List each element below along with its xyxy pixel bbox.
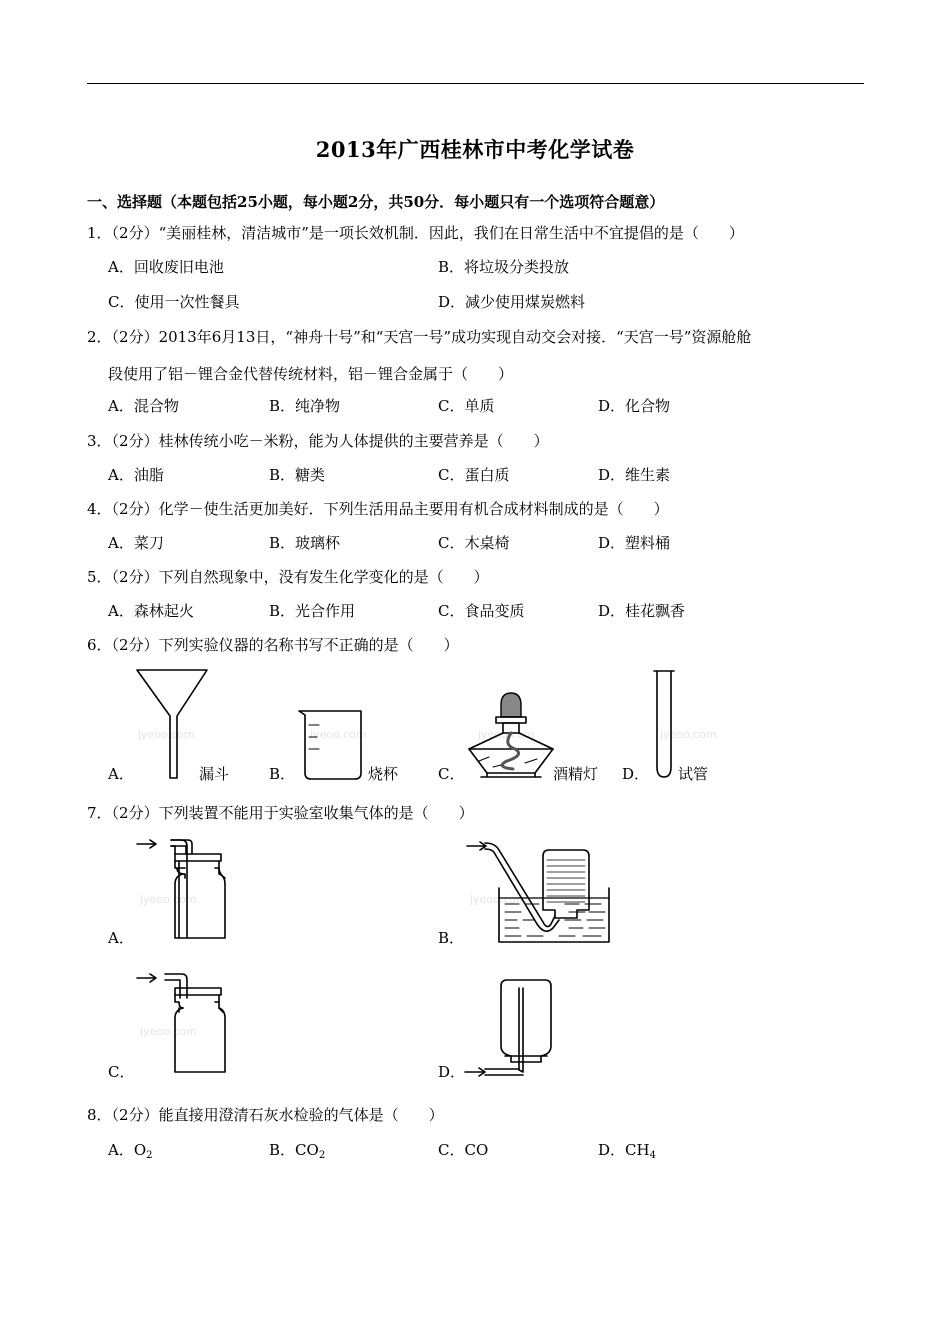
watermark: jyeoo.com <box>310 728 367 741</box>
section-heading: 一、选择题（本题包括25小题，每小题2分，共50分．每小题只有一个选项符合题意） <box>87 193 665 211</box>
top-rule <box>87 83 864 84</box>
watermark: jyeoo.com <box>140 893 197 906</box>
question-2-cont: 段使用了铝－锂合金代替传统材料，铝－锂合金属于（ ） <box>108 365 514 383</box>
q6-option-a[interactable]: A． <box>108 765 134 783</box>
watermark: jyeoo.com <box>470 893 527 906</box>
q4-option-c[interactable]: C．木桌椅 <box>438 534 510 552</box>
q3-option-b[interactable]: B．糖类 <box>269 466 326 484</box>
alcohol-lamp-icon <box>465 691 555 783</box>
q4-option-a[interactable]: A．菜刀 <box>108 534 164 552</box>
instrument-name-beaker: 烧杯 <box>368 765 399 783</box>
water-trough-icon <box>465 838 615 948</box>
watermark: jyeoo.com <box>660 728 717 741</box>
question-8: 8．（2分）能直接用澄清石灰水检验的气体是（ ） <box>87 1106 444 1124</box>
q8-option-c[interactable]: C．CO <box>438 1141 489 1159</box>
q7-option-d[interactable]: D． <box>438 1063 466 1081</box>
gas-bottle-icon <box>135 834 235 946</box>
q5-option-a[interactable]: A．森林起火 <box>108 602 194 620</box>
q5-option-d[interactable]: D．桂花飘香 <box>598 602 686 620</box>
question-7: 7．（2分）下列装置不能用于实验室收集气体的是（ ） <box>87 804 474 822</box>
q7-option-a[interactable]: A． <box>108 929 134 947</box>
question-5: 5．（2分）下列自然现象中，没有发生化学变化的是（ ） <box>87 568 489 586</box>
question-1: 1．（2分）“美丽桂林，清洁城市”是一项长效机制．因此，我们在日常生活中不宜提倡的是（ ） <box>87 224 744 242</box>
gas-bottle-icon <box>135 968 235 1080</box>
question-4: 4．（2分）化学－使生活更加美好．下列生活用品主要用有机合成材料制成的是（ ） <box>87 500 669 518</box>
watermark: jyeoo.com <box>140 1025 197 1038</box>
beaker-icon <box>297 705 369 781</box>
q2-option-a[interactable]: A．混合物 <box>108 397 179 415</box>
q5-option-c[interactable]: C．食品变质 <box>438 602 525 620</box>
q3-option-c[interactable]: C．蛋白质 <box>438 466 510 484</box>
watermark: jyeoo.com <box>478 728 535 741</box>
q8-option-b[interactable]: B．$CO_2$ <box>269 1141 326 1161</box>
q7-option-b[interactable]: B． <box>438 929 465 947</box>
q1-option-b[interactable]: B．将垃圾分类投放 <box>438 258 570 276</box>
instrument-name-alcohol-lamp: 酒精灯 <box>553 765 599 783</box>
question-3: 3．（2分）桂林传统小吃－米粉，能为人体提供的主要营养是（ ） <box>87 432 549 450</box>
q2-option-c[interactable]: C．单质 <box>438 397 495 415</box>
question-2: 2．（2分）2013年6月13日，“神舟十号”和“天宫一号”成功实现自动交会对接．“天宫一号”资源舱舱 <box>87 328 752 346</box>
inverted-bottle-icon <box>463 978 553 1082</box>
instrument-name-test-tube: 试管 <box>678 765 709 783</box>
q5-option-b[interactable]: B．光合作用 <box>269 602 356 620</box>
q1-option-a[interactable]: A．回收废旧电池 <box>108 258 224 276</box>
q3-option-d[interactable]: D．维生素 <box>598 466 671 484</box>
watermark: jyeoo.com <box>138 728 195 741</box>
page-title: 2013年广西桂林市中考化学试卷 <box>315 137 635 162</box>
q3-option-a[interactable]: A．油脂 <box>108 466 164 484</box>
q6-option-b[interactable]: B． <box>269 765 296 783</box>
q2-option-d[interactable]: D．化合物 <box>598 397 671 415</box>
question-6: 6．（2分）下列实验仪器的名称书写不正确的是（ ） <box>87 636 459 654</box>
q4-option-b[interactable]: B．玻璃杯 <box>269 534 341 552</box>
q6-option-d[interactable]: D． <box>622 765 650 783</box>
q2-option-b[interactable]: B．纯净物 <box>269 397 341 415</box>
instrument-name-funnel: 漏斗 <box>199 765 230 783</box>
q8-option-d[interactable]: D．$CH_4$ <box>598 1141 656 1161</box>
q7-option-c[interactable]: C． <box>108 1063 135 1081</box>
q4-option-d[interactable]: D．塑料桶 <box>598 534 671 552</box>
test-tube-icon <box>650 669 680 781</box>
q8-option-a[interactable]: A．$O_2$ <box>108 1141 153 1161</box>
q1-option-d[interactable]: D．减少使用煤炭燃料 <box>438 293 586 311</box>
q6-option-c[interactable]: C． <box>438 765 465 783</box>
q1-option-c[interactable]: C．使用一次性餐具 <box>108 293 240 311</box>
